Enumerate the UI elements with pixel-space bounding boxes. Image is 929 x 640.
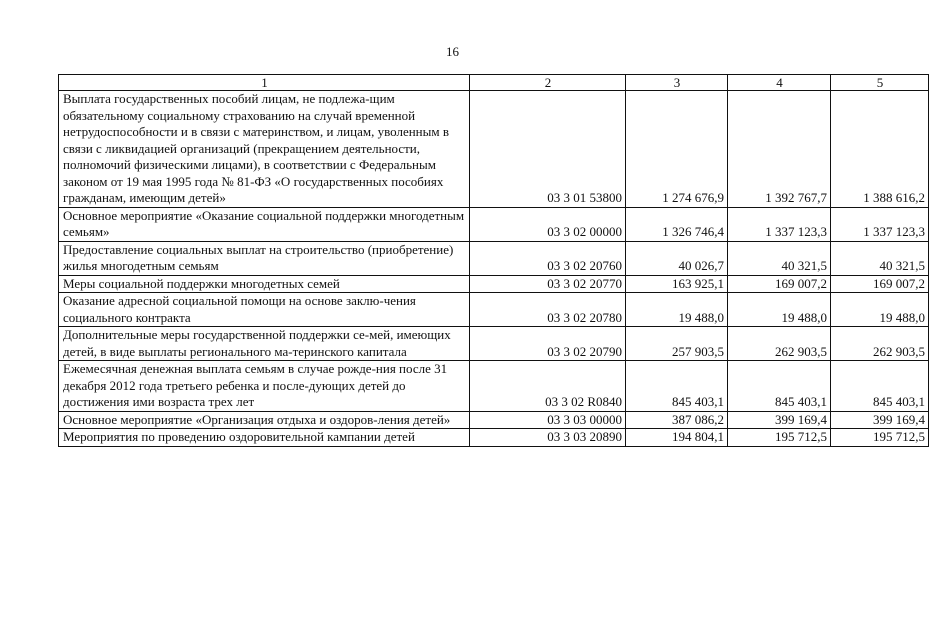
- row-value-col5: 19 488,0: [831, 293, 929, 327]
- row-code: 03 3 03 20890: [470, 429, 626, 447]
- row-value-col3: 194 804,1: [626, 429, 728, 447]
- column-header-5: 5: [831, 75, 929, 91]
- row-value-col3: 387 086,2: [626, 411, 728, 429]
- budget-table: [58, 74, 929, 447]
- row-value-col4: 399 169,4: [728, 411, 831, 429]
- column-header-4: 4: [728, 75, 831, 91]
- table-row: [59, 293, 929, 327]
- row-value-col3: 19 488,0: [626, 293, 728, 327]
- row-value-col4: 40 321,5: [728, 241, 831, 275]
- row-code: 03 3 02 00000: [470, 207, 626, 241]
- row-code: 03 3 02 20790: [470, 327, 626, 361]
- column-header-1: 1: [59, 75, 470, 91]
- table-header-row: [59, 75, 929, 91]
- page-number: 16: [446, 44, 459, 59]
- row-code: 03 3 02 20760: [470, 241, 626, 275]
- table-row: [59, 241, 929, 275]
- row-value-col4: 845 403,1: [728, 361, 831, 412]
- row-value-col3: 1 274 676,9: [626, 91, 728, 208]
- row-name: Дополнительные меры государственной поддержки се-мей, имеющих детей, в виде выплаты регионального ма-теринского капитала: [59, 327, 470, 361]
- row-value-col3: 845 403,1: [626, 361, 728, 412]
- row-value-col5: 845 403,1: [831, 361, 929, 412]
- row-value-col5: 169 007,2: [831, 275, 929, 293]
- table-row: [59, 207, 929, 241]
- row-value-col5: 262 903,5: [831, 327, 929, 361]
- row-name: Ежемесячная денежная выплата семьям в случае рожде-ния после 31 декабря 2012 года третьего ребенка и после-дующих детей до достижения ими возраста трех лет: [59, 361, 470, 412]
- row-value-col3: 40 026,7: [626, 241, 728, 275]
- table-row: [59, 361, 929, 412]
- row-code: 03 3 03 00000: [470, 411, 626, 429]
- row-name: Оказание адресной социальной помощи на основе заклю-чения социального контракта: [59, 293, 470, 327]
- row-value-col5: 1 337 123,3: [831, 207, 929, 241]
- table-row: [59, 275, 929, 293]
- column-header-2: 2: [470, 75, 626, 91]
- row-value-col5: 1 388 616,2: [831, 91, 929, 208]
- row-value-col5: 40 321,5: [831, 241, 929, 275]
- row-value-col3: 1 326 746,4: [626, 207, 728, 241]
- row-value-col4: 195 712,5: [728, 429, 831, 447]
- row-code: 03 3 02 20770: [470, 275, 626, 293]
- row-value-col4: 169 007,2: [728, 275, 831, 293]
- row-value-col5: 399 169,4: [831, 411, 929, 429]
- row-value-col3: 257 903,5: [626, 327, 728, 361]
- row-name: Меры социальной поддержки многодетных семей: [59, 275, 470, 293]
- row-name: Выплата государственных пособий лицам, не подлежа-щим обязательному социальному страхованию на случай временной нетрудоспособности и в связи с материнством, и лицам, уволенным в связи с ликвидацией организаций (прекращением деятельности, полномочий физическими лицами), в соответствии с Федеральным законом от 19 мая 1995 года № 81-ФЗ «О государственных пособиях гражданам, имеющим детей»: [59, 91, 470, 208]
- row-name: Предоставление социальных выплат на строительство (приобретение) жилья многодетным семьям: [59, 241, 470, 275]
- row-code: 03 3 01 53800: [470, 91, 626, 208]
- row-name: Мероприятия по проведению оздоровительной кампании детей: [59, 429, 470, 447]
- row-value-col3: 163 925,1: [626, 275, 728, 293]
- row-value-col4: 1 392 767,7: [728, 91, 831, 208]
- row-value-col4: 19 488,0: [728, 293, 831, 327]
- table-row: [59, 429, 929, 447]
- row-value-col4: 262 903,5: [728, 327, 831, 361]
- row-value-col4: 1 337 123,3: [728, 207, 831, 241]
- row-value-col5: 195 712,5: [831, 429, 929, 447]
- table-row: [59, 411, 929, 429]
- table-row: [59, 327, 929, 361]
- table-row: [59, 91, 929, 208]
- row-code: 03 3 02 20780: [470, 293, 626, 327]
- row-name: Основное мероприятие «Оказание социальной поддержки многодетным семьям»: [59, 207, 470, 241]
- column-header-3: 3: [626, 75, 728, 91]
- row-name: Основное мероприятие «Организация отдыха и оздоров-ления детей»: [59, 411, 470, 429]
- row-code: 03 3 02 R0840: [470, 361, 626, 412]
